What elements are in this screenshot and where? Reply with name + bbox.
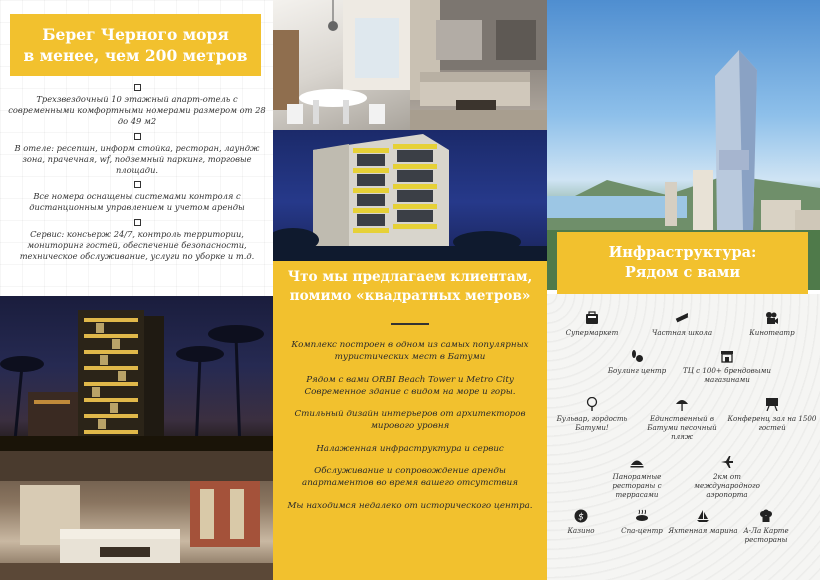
offer-item: Комплекс построен в одном из самых популярных туристических мест в Батуми [291, 340, 529, 362]
amenity-boulevard: Бульвар, гордость Батуми! [547, 397, 637, 432]
square-bullet-icon [134, 133, 141, 140]
kitchen-interior-photo [273, 0, 410, 130]
offer-list [278, 339, 542, 522]
amenity-cinema: Кинотеатр [727, 311, 817, 337]
offer-item: Стильный дизайн интерьеров от архитекторов мирового уровня [294, 409, 526, 431]
cinema-icon [765, 311, 779, 325]
school-icon [675, 311, 689, 325]
offer-item: Рядом с вами ORBI Beach Tower и Metro City Современное здание с видом на море и горы. [304, 374, 516, 397]
supermarket-icon [585, 311, 599, 325]
living-room-photo [410, 0, 547, 130]
amenity-yacht-marina: Яхтенная марина [658, 509, 748, 535]
offer-item: Мы находимся недалеко от исторического центра. [287, 500, 533, 511]
sea-distance-title-box [10, 14, 261, 76]
night-building-photo [0, 296, 273, 451]
spa-icon [635, 509, 649, 523]
square-bullet-icon [134, 219, 141, 226]
infrastructure-title-box [557, 232, 808, 294]
tree-icon [585, 397, 599, 411]
infra-title-line2: Рядом с вами [624, 264, 741, 281]
amenity-school: Частная школа [637, 311, 727, 337]
conference-icon [765, 397, 779, 411]
feature-item: В отеле: ресепшн, информ стойка, ресторан, лаундж зона, прачечная, wf, подземный паркинг, торговые площади. [14, 142, 260, 176]
amenity-airport: 2км от международного аэропорта [682, 455, 772, 499]
sea-title-line1: Берег Черного моря [42, 25, 229, 44]
mall-icon [720, 349, 734, 363]
square-bullet-icon [134, 181, 141, 188]
offer-item: Обслуживание и сопровождение аренды апартаментов во время вашего отсутствия [302, 466, 518, 488]
infra-title-line1: Инфраструктура: [608, 244, 757, 261]
amenity-spa: Спа-центр [597, 509, 687, 535]
offer-title-line2: помимо «квадратных метров» [289, 288, 531, 304]
lounge-interior-photo [0, 451, 273, 580]
feature-item: Все номера оснащены системами контроля с дистанционным управлением и учетом аренды [29, 191, 245, 213]
feature-item: Сервис: консьерж 24/7, контроль территории, мониторинг гостей, обеспечение безопасности, техническое обслуживание, услуги по уборке и т.д. [19, 228, 255, 262]
airplane-icon [720, 455, 734, 469]
umbrella-icon [675, 397, 689, 411]
chef-icon [759, 509, 773, 523]
hotel-features-list [6, 84, 268, 267]
amenity-panoramic-restaurants: Панорамные рестораны с террасами [592, 455, 682, 499]
title-divider [391, 323, 429, 325]
restaurant-icon [630, 455, 644, 469]
bowling-icon [630, 349, 644, 363]
amenity-a-la-carte: А-Ла Карте рестораны [721, 509, 811, 544]
svg-text:$: $ [578, 512, 584, 523]
offer-item: Налаженная инфраструктура и сервис [316, 443, 504, 454]
feature-item: Трехзвездочный 10 этажный апарт-отель с современными комфортными номерами размером от 28 до 49 м2 [8, 94, 266, 127]
yacht-icon [696, 509, 710, 523]
amenity-conference: Конференц зал на 1500 гостей [727, 397, 817, 432]
square-bullet-icon [134, 84, 141, 91]
amenity-supermarket: Супермаркет [547, 311, 637, 337]
amenity-bowling: Боулинг центр [592, 349, 682, 375]
amenity-mall: ТЦ с 100+ брендовыми магазинами [682, 349, 772, 384]
amenity-casino: $ Казино [536, 509, 626, 535]
yellow-building-photo [273, 130, 547, 261]
casino-icon [574, 509, 588, 523]
amenity-beach: Единственный в Батуми песочный пляж [637, 397, 727, 441]
offer-title-line1: Что мы предлагаем клиентам, [287, 269, 533, 285]
sea-title-line2: в менее, чем 200 метров [23, 46, 248, 65]
offer-title [273, 268, 547, 306]
